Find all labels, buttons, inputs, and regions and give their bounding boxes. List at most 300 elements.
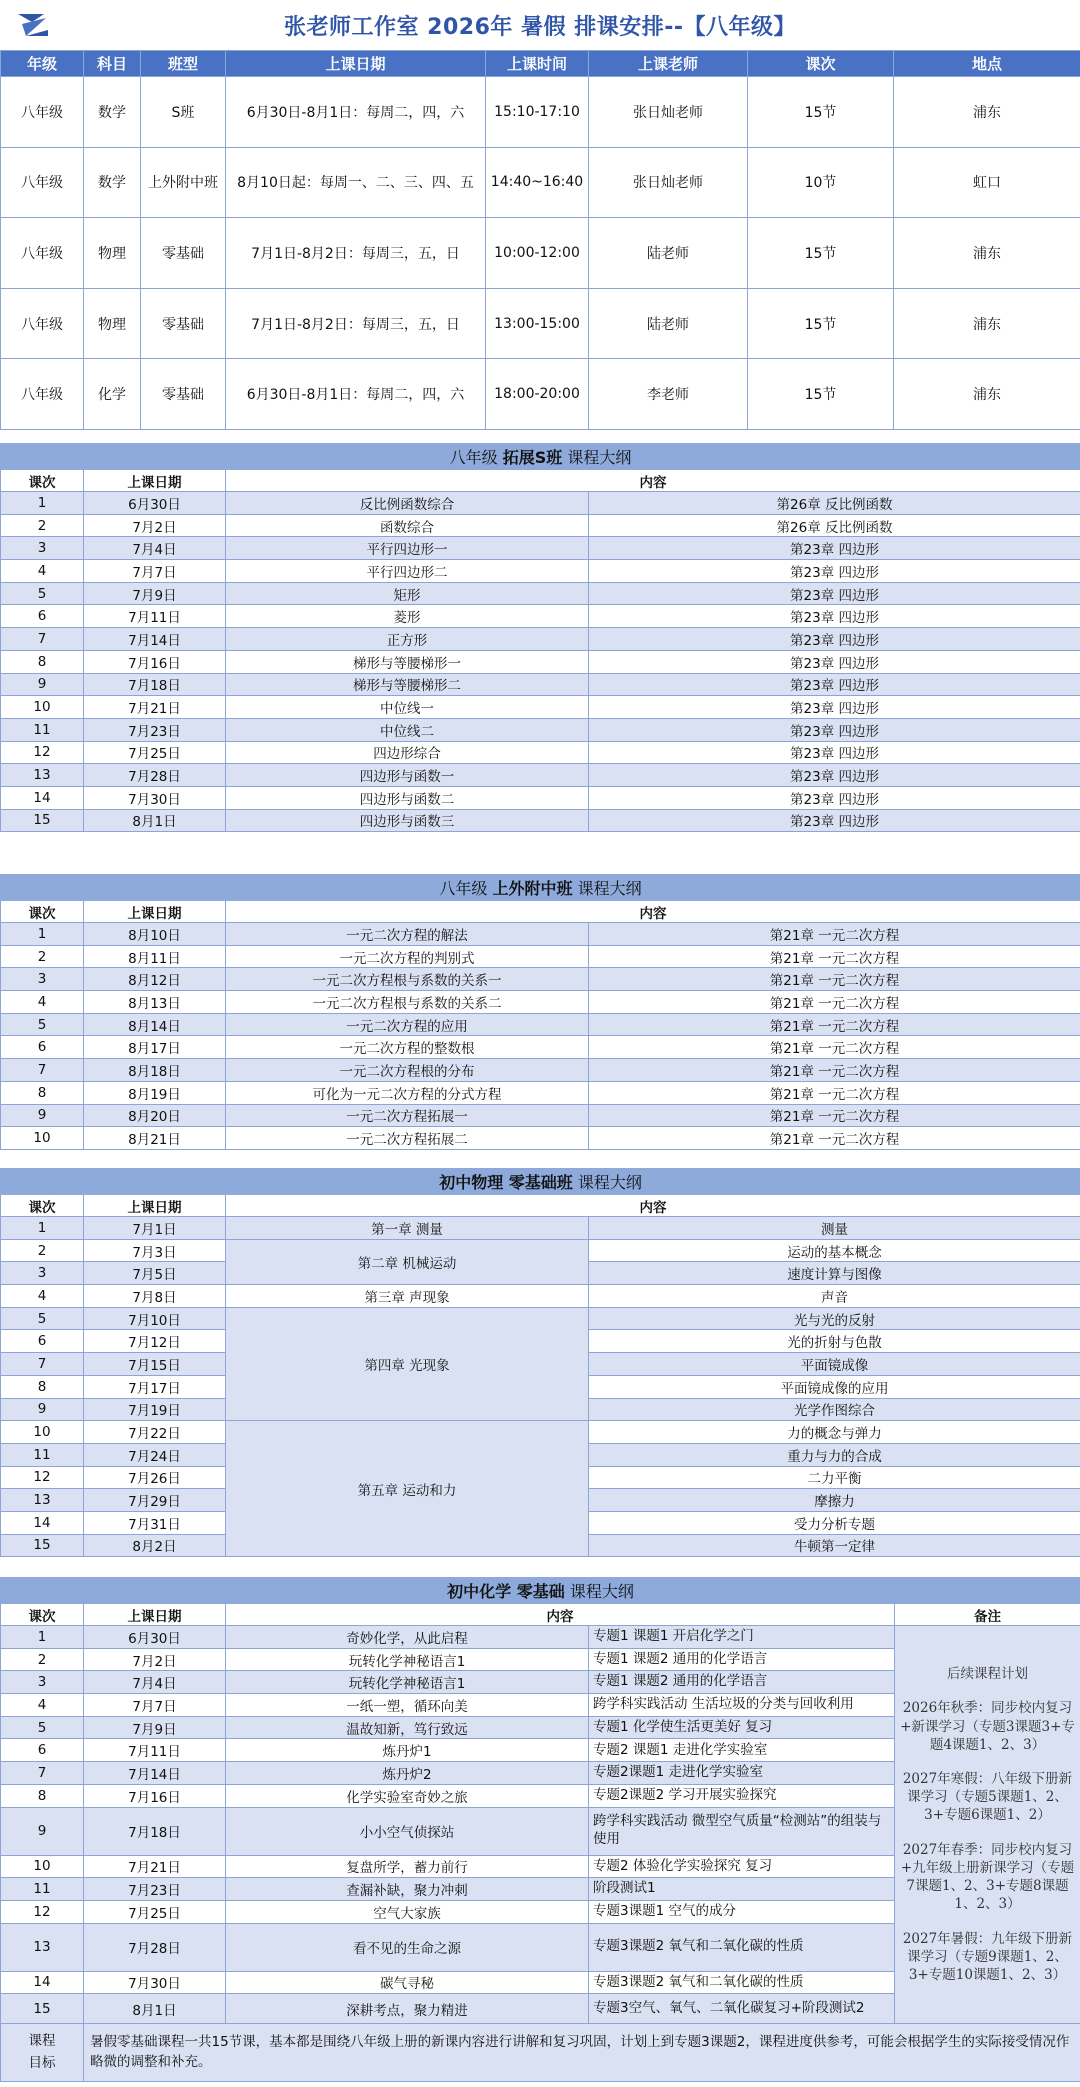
schedule-row [1, 218, 1080, 289]
outline-row [1, 764, 1080, 787]
outline-cell: 7月23日 [84, 718, 226, 741]
outline-row [1, 650, 1080, 673]
outline-cell: 平行四边形一 [226, 537, 589, 560]
outline-cell: 一元二次方程的应用 [226, 1013, 589, 1036]
outline-cell: 7月2日 [84, 514, 226, 537]
schedule-cell: 15节 [748, 288, 894, 359]
outline-cell: 7月31日 [84, 1511, 226, 1534]
outline-cell: 7月26日 [84, 1466, 226, 1489]
outline-cell: 重力与力的合成 [589, 1443, 1080, 1466]
swf-class-title: 八年级 上外附中班 课程大纲 [1, 875, 1080, 901]
outline-cell: 专题3空气、氧气、二氧化碳复习+阶段测试2 [589, 1994, 895, 2024]
chemistry-outline-table [0, 1577, 1080, 2082]
outline-cell: 四边形综合 [226, 741, 589, 764]
outline-cell: 4 [1, 560, 84, 583]
schedule-cell: 7月1日-8月2日：每周三，五，日 [226, 288, 486, 359]
outline-cell: 11 [1, 1443, 84, 1466]
outline-cell: 7 [1, 628, 84, 651]
outline-cell: 一元二次方程的解法 [226, 923, 589, 946]
outline-cell: 1 [1, 1626, 84, 1649]
outline-cell: 第23章 四边形 [589, 537, 1080, 560]
outline-cell: 第21章 一元二次方程 [589, 1013, 1080, 1036]
remarks-item: 2027年暑假：九年级下册新课学习（专题9课题1、2、3+专题10课题1、2、3） [902, 1930, 1073, 1983]
outline-row [1, 968, 1080, 991]
outline-row [1, 1307, 1080, 1330]
outline-cell: 7月2日 [84, 1648, 226, 1671]
outline-cell: 测量 [589, 1217, 1080, 1240]
outline-cell: 第23章 四边形 [589, 560, 1080, 583]
outline-cell: 专题1 课题1 开启化学之门 [589, 1626, 895, 1649]
outline-cell: 奇妙化学，从此启程 [226, 1626, 589, 1649]
schedule-cell: 8月10日起：每周一、二、三、四、五 [226, 147, 486, 218]
chemistry-title-row [1, 1578, 1080, 1604]
outline-cell: 8月1日 [84, 809, 226, 832]
outline-cell: 一元二次方程根与系数的关系二 [226, 991, 589, 1014]
outline-cell: 第21章 一元二次方程 [589, 1059, 1080, 1082]
outline-cell: 反比例函数综合 [226, 492, 589, 515]
outline-cell: 1 [1, 923, 84, 946]
outline-cell: 第23章 四边形 [589, 696, 1080, 719]
outline-row [1, 492, 1080, 515]
schedule-cell: 陆老师 [589, 218, 748, 289]
outline-cell: 查漏补缺，聚力冲刺 [226, 1878, 589, 1901]
schedule-row [1, 288, 1080, 359]
outline-cell: 小小空气侦探站 [226, 1807, 589, 1855]
remarks-item: 2026年秋季：同步校内复习+新课学习（专题3课题3+专题4课题1、2、3） [900, 1700, 1075, 1753]
outline-cell: 化学实验室奇妙之旅 [226, 1784, 589, 1807]
schedule-col-header: 课次 [748, 51, 894, 77]
schedule-cell: 15节 [748, 359, 894, 430]
outline-row [1, 628, 1080, 651]
outline-cell: 8月11日 [84, 945, 226, 968]
outline-cell: 二力平衡 [589, 1466, 1080, 1489]
outline-row [1, 945, 1080, 968]
outline-cell: 7月23日 [84, 1878, 226, 1901]
outline-cell: 1 [1, 1217, 84, 1240]
outline-cell: 5 [1, 582, 84, 605]
physics-title: 初中物理 零基础班 课程大纲 [1, 1169, 1080, 1195]
outline-cell: 第23章 四边形 [589, 605, 1080, 628]
outline-cell: 专题3课题1 空气的成分 [589, 1900, 895, 1923]
outline-cell: 5 [1, 1716, 84, 1739]
schedule-cell: 14:40~16:40 [486, 147, 589, 218]
schedule-cell: 浦东 [894, 218, 1080, 289]
schedule-cell: 浦东 [894, 359, 1080, 430]
outline-row [1, 1239, 1080, 1262]
outline-cell: 7 [1, 1059, 84, 1082]
schedule-col-header: 上课老师 [589, 51, 748, 77]
outline-cell: 7月15日 [84, 1353, 226, 1376]
outline-cell: 13 [1, 1489, 84, 1512]
outline-cell: 运动的基本概念 [589, 1239, 1080, 1262]
outline-cell: 7月3日 [84, 1239, 226, 1262]
outline-cell: 深耕考点，聚力精进 [226, 1994, 589, 2024]
physics-col-header: 课次 上课日期 内容 [1, 1195, 1080, 1217]
outline-cell: 8 [1, 650, 84, 673]
outline-row [1, 923, 1080, 946]
outline-cell: 9 [1, 1104, 84, 1127]
outline-cell: 一纸一塑，循环向美 [226, 1694, 589, 1717]
outline-cell: 跨学科实践活动 生活垃圾的分类与回收利用 [589, 1694, 895, 1717]
schedule-cell: 15:10-17:10 [486, 77, 589, 148]
outline-cell: 3 [1, 537, 84, 560]
outline-cell: 2 [1, 514, 84, 537]
schedule-cell: 15节 [748, 77, 894, 148]
outline-cell: 7月4日 [84, 1671, 226, 1694]
outline-cell: 7月16日 [84, 650, 226, 673]
outline-cell: 一元二次方程的判别式 [226, 945, 589, 968]
outline-cell: 光学作图综合 [589, 1398, 1080, 1421]
outline-cell: 四边形与函数三 [226, 809, 589, 832]
outline-cell: 5 [1, 1013, 84, 1036]
schedule-cell: 八年级 [1, 147, 84, 218]
outline-cell: 专题2课题1 走进化学实验室 [589, 1762, 895, 1785]
schedule-cell: 6月30日-8月1日：每周二，四，六 [226, 359, 486, 430]
physics-outline-table [0, 1168, 1080, 1557]
chapter-cell: 第三章 声现象 [226, 1285, 589, 1308]
outline-row [1, 1421, 1080, 1444]
outline-cell: 声音 [589, 1285, 1080, 1308]
outline-cell: 7月1日 [84, 1217, 226, 1240]
page-title: 张老师工作室 2026年 暑假 排课安排--【八年级】 [284, 14, 796, 40]
schedule-cell: 数学 [84, 77, 141, 148]
schedule-cell: 化学 [84, 359, 141, 430]
outline-cell: 中位线一 [226, 696, 589, 719]
chapter-cell: 第五章 运动和力 [226, 1421, 589, 1557]
outline-cell: 9 [1, 1807, 84, 1855]
outline-cell: 7 [1, 1353, 84, 1376]
outline-cell: 11 [1, 1878, 84, 1901]
s-class-title-row [1, 444, 1080, 470]
outline-cell: 8月12日 [84, 968, 226, 991]
outline-cell: 7月25日 [84, 1900, 226, 1923]
outline-cell: 9 [1, 673, 84, 696]
outline-cell: 6 [1, 1330, 84, 1353]
outline-cell: 1 [1, 492, 84, 515]
outline-cell: 专题1 课题2 通用的化学语言 [589, 1671, 895, 1694]
outline-cell: 6 [1, 1036, 84, 1059]
schedule-cell: 物理 [84, 288, 141, 359]
page-header [0, 0, 1080, 50]
outline-cell: 8月2日 [84, 1534, 226, 1557]
outline-cell: 四边形与函数一 [226, 764, 589, 787]
outline-cell: 四边形与函数二 [226, 786, 589, 809]
outline-cell: 7月17日 [84, 1375, 226, 1398]
schedule-col-header: 班型 [141, 51, 226, 77]
outline-cell: 10 [1, 1855, 84, 1878]
outline-cell: 第23章 四边形 [589, 809, 1080, 832]
goal-label-line: 目标 [28, 2054, 56, 2071]
swf-class-title-row [1, 875, 1080, 901]
outline-cell: 2 [1, 1648, 84, 1671]
outline-row [1, 1626, 1080, 1649]
outline-cell: 光的折射与色散 [589, 1330, 1080, 1353]
outline-cell: 8月14日 [84, 1013, 226, 1036]
outline-cell: 温故知新，笃行致远 [226, 1716, 589, 1739]
outline-cell: 15 [1, 1994, 84, 2024]
outline-row [1, 1217, 1080, 1240]
schedule-cell: 物理 [84, 218, 141, 289]
outline-cell: 3 [1, 1671, 84, 1694]
outline-cell: 7月8日 [84, 1285, 226, 1308]
schedule-cell: 零基础 [141, 288, 226, 359]
schedule-cell: 浦东 [894, 288, 1080, 359]
outline-row [1, 1081, 1080, 1104]
outline-row [1, 1036, 1080, 1059]
outline-cell: 7月14日 [84, 1762, 226, 1785]
schedule-cell: 李老师 [589, 359, 748, 430]
outline-cell: 矩形 [226, 582, 589, 605]
outline-cell: 一元二次方程拓展一 [226, 1104, 589, 1127]
outline-cell: 专题2 课题1 走进化学实验室 [589, 1739, 895, 1762]
outline-cell: 7月19日 [84, 1398, 226, 1421]
outline-cell: 4 [1, 1285, 84, 1308]
outline-cell: 第21章 一元二次方程 [589, 991, 1080, 1014]
outline-cell: 8月10日 [84, 923, 226, 946]
outline-cell: 玩转化学神秘语言1 [226, 1648, 589, 1671]
outline-cell: 7月28日 [84, 1923, 226, 1971]
outline-cell: 碳气寻秘 [226, 1971, 589, 1994]
outline-cell: 15 [1, 809, 84, 832]
outline-cell: 12 [1, 1466, 84, 1489]
chapter-cell: 第二章 机械运动 [226, 1239, 589, 1284]
outline-cell: 摩擦力 [589, 1489, 1080, 1512]
outline-cell: 9 [1, 1398, 84, 1421]
outline-cell: 5 [1, 1307, 84, 1330]
outline-cell: 平面镜成像 [589, 1353, 1080, 1376]
s-class-col-header: 课次 上课日期 内容 [1, 470, 1080, 492]
outline-cell: 7月25日 [84, 741, 226, 764]
schedule-header-row [1, 51, 1080, 77]
outline-cell: 7月30日 [84, 786, 226, 809]
outline-row [1, 560, 1080, 583]
outline-cell: 6 [1, 605, 84, 628]
outline-row [1, 786, 1080, 809]
outline-cell: 7月18日 [84, 1807, 226, 1855]
outline-cell: 7月9日 [84, 582, 226, 605]
outline-cell: 第23章 四边形 [589, 786, 1080, 809]
outline-cell: 第23章 四边形 [589, 718, 1080, 741]
schedule-cell: 数学 [84, 147, 141, 218]
outline-cell: 7月30日 [84, 1971, 226, 1994]
remarks-item: 2027年寒假：八年级下册新课学习（专题5课题1、2、3+专题6课题1、2） [902, 1770, 1073, 1824]
studio-logo-icon [16, 10, 50, 40]
schedule-col-header: 年级 [1, 51, 84, 77]
outline-row [1, 1059, 1080, 1082]
outline-cell: 7月28日 [84, 764, 226, 787]
outline-row [1, 514, 1080, 537]
outline-row [1, 696, 1080, 719]
goal-label-line: 课程 [28, 2033, 56, 2050]
remarks-item: 2027年春季：同步校内复习+九年级上册新课学习（专题7课题1、2、3+专题8课题1、2、3） [900, 1841, 1075, 1913]
outline-cell: 玩转化学神秘语言1 [226, 1671, 589, 1694]
outline-cell: 一元二次方程根与系数的关系一 [226, 968, 589, 991]
outline-row [1, 741, 1080, 764]
outline-cell: 复盘所学，蓄力前行 [226, 1855, 589, 1878]
outline-cell: 14 [1, 1971, 84, 1994]
schedule-cell: 上外附中班 [141, 147, 226, 218]
outline-cell: 专题3课题2 氧气和二氧化碳的性质 [589, 1971, 895, 1994]
schedule-row [1, 147, 1080, 218]
outline-cell: 8 [1, 1784, 84, 1807]
outline-cell: 7月24日 [84, 1443, 226, 1466]
goal-label [1, 2024, 84, 2082]
physics-title-row [1, 1169, 1080, 1195]
goal-row [1, 2024, 1080, 2082]
outline-cell: 炼丹炉1 [226, 1739, 589, 1762]
outline-cell: 10 [1, 1127, 84, 1150]
outline-cell: 7月5日 [84, 1262, 226, 1285]
s-class-outline-table [0, 443, 1080, 832]
outline-row [1, 809, 1080, 832]
swf-class-col-header: 课次 上课日期 内容 [1, 901, 1080, 923]
outline-cell: 平行四边形二 [226, 560, 589, 583]
outline-cell: 7月21日 [84, 696, 226, 719]
outline-cell: 第21章 一元二次方程 [589, 945, 1080, 968]
schedule-cell: 13:00-15:00 [486, 288, 589, 359]
outline-cell: 专题2课题2 学习开展实验探究 [589, 1784, 895, 1807]
outline-cell: 14 [1, 786, 84, 809]
outline-row [1, 537, 1080, 560]
outline-cell: 光与光的反射 [589, 1307, 1080, 1330]
outline-cell: 4 [1, 1694, 84, 1717]
outline-cell: 第21章 一元二次方程 [589, 1104, 1080, 1127]
outline-cell: 炼丹炉2 [226, 1762, 589, 1785]
outline-cell: 第21章 一元二次方程 [589, 1036, 1080, 1059]
swf-class-outline-table [0, 874, 1080, 1150]
schedule-table [0, 50, 1080, 430]
schedule-row [1, 77, 1080, 148]
outline-cell: 专题1 化学使生活更美好 复习 [589, 1716, 895, 1739]
outline-row [1, 1104, 1080, 1127]
outline-cell: 6月30日 [84, 492, 226, 515]
remarks-title: 后续课程计划 [947, 1666, 1028, 1683]
schedule-row [1, 359, 1080, 430]
outline-cell: 梯形与等腰梯形一 [226, 650, 589, 673]
outline-cell: 8月17日 [84, 1036, 226, 1059]
outline-cell: 第23章 四边形 [589, 582, 1080, 605]
outline-cell: 函数综合 [226, 514, 589, 537]
outline-cell: 第21章 一元二次方程 [589, 1127, 1080, 1150]
outline-cell: 8月20日 [84, 1104, 226, 1127]
outline-cell: 12 [1, 1900, 84, 1923]
schedule-col-header: 科目 [84, 51, 141, 77]
outline-cell: 6月30日 [84, 1626, 226, 1649]
chemistry-title: 初中化学 零基础 课程大纲 [1, 1578, 1080, 1604]
outline-cell: 7月21日 [84, 1855, 226, 1878]
outline-cell: 3 [1, 968, 84, 991]
schedule-cell: 浦东 [894, 77, 1080, 148]
outline-cell: 8月21日 [84, 1127, 226, 1150]
outline-cell: 受力分析专题 [589, 1511, 1080, 1534]
schedule-cell: 18:00-20:00 [486, 359, 589, 430]
outline-cell: 2 [1, 1239, 84, 1262]
outline-cell: 第23章 四边形 [589, 628, 1080, 651]
schedule-col-header: 地点 [894, 51, 1080, 77]
schedule-col-header: 上课时间 [486, 51, 589, 77]
outline-cell: 正方形 [226, 628, 589, 651]
chemistry-col-header: 课次 上课日期 内容 备注 [1, 1604, 1080, 1626]
outline-cell: 7月16日 [84, 1784, 226, 1807]
outline-cell: 6 [1, 1739, 84, 1762]
schedule-cell: 零基础 [141, 218, 226, 289]
outline-cell: 7月14日 [84, 628, 226, 651]
schedule-cell: 15节 [748, 218, 894, 289]
schedule-cell: 八年级 [1, 218, 84, 289]
schedule-cell: 7月1日-8月2日：每周三，五，日 [226, 218, 486, 289]
outline-cell: 7月7日 [84, 560, 226, 583]
outline-cell: 第21章 一元二次方程 [589, 923, 1080, 946]
schedule-cell: S班 [141, 77, 226, 148]
outline-cell: 跨学科实践活动 微型空气质量“检测站”的组装与使用 [589, 1807, 895, 1855]
outline-cell: 可化为一元二次方程的分式方程 [226, 1081, 589, 1104]
outline-row [1, 1127, 1080, 1150]
remarks-cell [895, 1626, 1080, 2024]
chapter-cell: 第四章 光现象 [226, 1307, 589, 1420]
outline-cell: 第21章 一元二次方程 [589, 968, 1080, 991]
outline-cell: 空气大家族 [226, 1900, 589, 1923]
outline-cell: 8 [1, 1081, 84, 1104]
schedule-cell: 张日灿老师 [589, 77, 748, 148]
schedule-cell: 10节 [748, 147, 894, 218]
outline-cell: 8月13日 [84, 991, 226, 1014]
outline-cell: 一元二次方程根的分布 [226, 1059, 589, 1082]
outline-row [1, 673, 1080, 696]
outline-row [1, 1285, 1080, 1308]
outline-cell: 速度计算与图像 [589, 1262, 1080, 1285]
outline-cell: 10 [1, 696, 84, 719]
outline-cell: 7月11日 [84, 605, 226, 628]
outline-cell: 7月9日 [84, 1716, 226, 1739]
schedule-cell: 张日灿老师 [589, 147, 748, 218]
outline-cell: 第21章 一元二次方程 [589, 1081, 1080, 1104]
outline-cell: 13 [1, 764, 84, 787]
outline-row [1, 991, 1080, 1014]
outline-cell: 牛顿第一定律 [589, 1534, 1080, 1557]
outline-cell: 7月7日 [84, 1694, 226, 1717]
outline-cell: 平面镜成像的应用 [589, 1375, 1080, 1398]
outline-cell: 11 [1, 718, 84, 741]
schedule-cell: 八年级 [1, 77, 84, 148]
chapter-cell: 第一章 测量 [226, 1217, 589, 1240]
schedule-cell: 八年级 [1, 359, 84, 430]
outline-cell: 第23章 四边形 [589, 764, 1080, 787]
outline-cell: 一元二次方程的整数根 [226, 1036, 589, 1059]
outline-cell: 第26章 反比例函数 [589, 514, 1080, 537]
outline-cell: 看不见的生命之源 [226, 1923, 589, 1971]
outline-cell: 7月18日 [84, 673, 226, 696]
outline-cell: 4 [1, 991, 84, 1014]
outline-cell: 梯形与等腰梯形二 [226, 673, 589, 696]
outline-cell: 8 [1, 1375, 84, 1398]
schedule-col-header: 上课日期 [226, 51, 486, 77]
outline-cell: 专题3课题2 氧气和二氧化碳的性质 [589, 1923, 895, 1971]
outline-cell: 15 [1, 1534, 84, 1557]
outline-cell: 菱形 [226, 605, 589, 628]
schedule-cell: 6月30日-8月1日：每周二，四，六 [226, 77, 486, 148]
outline-cell: 7月4日 [84, 537, 226, 560]
outline-cell: 专题2 体验化学实验探究 复习 [589, 1855, 895, 1878]
outline-cell: 第23章 四边形 [589, 650, 1080, 673]
outline-cell: 第23章 四边形 [589, 741, 1080, 764]
outline-cell: 7月29日 [84, 1489, 226, 1512]
outline-cell: 第23章 四边形 [589, 673, 1080, 696]
s-class-title: 八年级 拓展S班 课程大纲 [1, 444, 1080, 470]
schedule-cell: 虹口 [894, 147, 1080, 218]
outline-cell: 8月18日 [84, 1059, 226, 1082]
outline-cell: 一元二次方程拓展二 [226, 1127, 589, 1150]
outline-row [1, 582, 1080, 605]
